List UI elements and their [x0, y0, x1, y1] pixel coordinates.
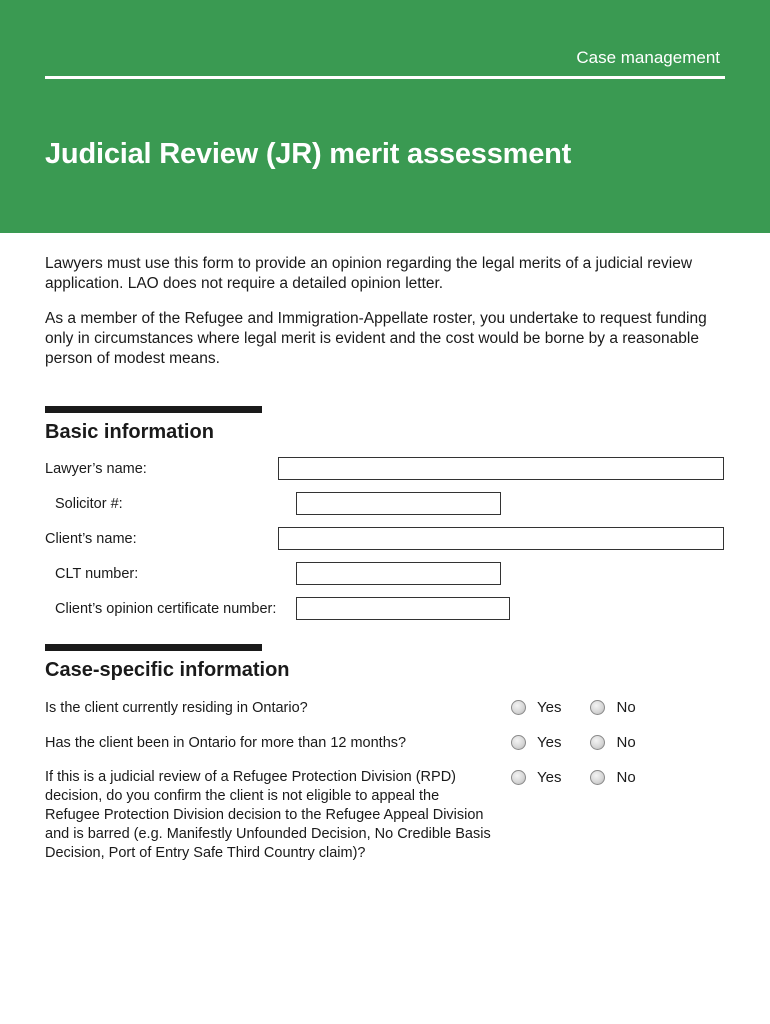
section-divider-basic	[45, 406, 262, 413]
page-header	[0, 0, 770, 233]
radio-no[interactable]	[590, 769, 635, 786]
radio-no-label: No	[616, 734, 636, 751]
radio-no-label: No	[616, 769, 636, 786]
radio-circle-icon[interactable]	[590, 770, 605, 785]
intro-paragraph-1: Lawyers must use this form to provide an opinion regarding the legal merits of a judicial review application. LAO does not require a detailed opinion letter.	[45, 255, 693, 292]
radio-group-rpd-not-eligible	[511, 769, 636, 786]
radio-circle-icon[interactable]	[511, 770, 526, 785]
radio-yes[interactable]	[511, 699, 561, 716]
question-residing-ontario: Is the client currently residing in Ontario?	[45, 700, 308, 716]
clt-number-field[interactable]	[296, 562, 501, 585]
lawyer-name-field[interactable]	[278, 457, 724, 480]
solicitor-number-label: Solicitor #:	[55, 496, 123, 512]
radio-no-label: No	[616, 699, 636, 716]
question-ontario-12-months: Has the client been in Ontario for more than 12 months?	[45, 735, 407, 751]
clt-number-label: CLT number:	[55, 566, 139, 582]
header-rule	[45, 76, 725, 79]
lawyer-name-label: Lawyer’s name:	[45, 461, 147, 477]
radio-yes-label: Yes	[537, 769, 562, 786]
radio-yes[interactable]	[511, 769, 561, 786]
section-title-basic: Basic information	[45, 421, 214, 443]
section-divider-case	[45, 644, 262, 651]
radio-circle-icon[interactable]	[511, 735, 526, 750]
header-category-label: Case management	[576, 48, 720, 67]
radio-yes-label: Yes	[537, 699, 562, 716]
client-name-label: Client’s name:	[45, 531, 137, 547]
radio-group-residing-ontario	[511, 699, 636, 716]
page-title: Judicial Review (JR) merit assessment	[45, 138, 572, 170]
radio-circle-icon[interactable]	[511, 700, 526, 715]
radio-yes-label: Yes	[537, 734, 562, 751]
opinion-certificate-label: Client’s opinion certificate number:	[55, 601, 277, 617]
intro-paragraph-2: As a member of the Refugee and Immigration-Appellate roster, you undertake to request funding only in circumstances where legal merit is evident and the cost would be borne by a reasonable person of modest means.	[45, 310, 707, 367]
radio-circle-icon[interactable]	[590, 735, 605, 750]
radio-circle-icon[interactable]	[590, 700, 605, 715]
radio-no[interactable]	[590, 699, 635, 716]
opinion-certificate-field[interactable]	[296, 597, 510, 620]
solicitor-number-field[interactable]	[296, 492, 501, 515]
client-name-field[interactable]	[278, 527, 724, 550]
radio-yes[interactable]	[511, 734, 561, 751]
radio-group-ontario-12-months	[511, 734, 636, 751]
question-rpd-not-eligible: If this is a judicial review of a Refugee Protection Division (RPD) decision, do you confirm the client is not eligible to appeal the Refugee Protection Division decision to the Refugee Appeal Division and is barred (e.g. Manifestly Unfounded Decision, No Credible Basis Decision, Port of Entry Safe Third Country claim)?	[45, 769, 491, 861]
radio-no[interactable]	[590, 734, 635, 751]
section-title-case: Case-specific information	[45, 659, 290, 681]
